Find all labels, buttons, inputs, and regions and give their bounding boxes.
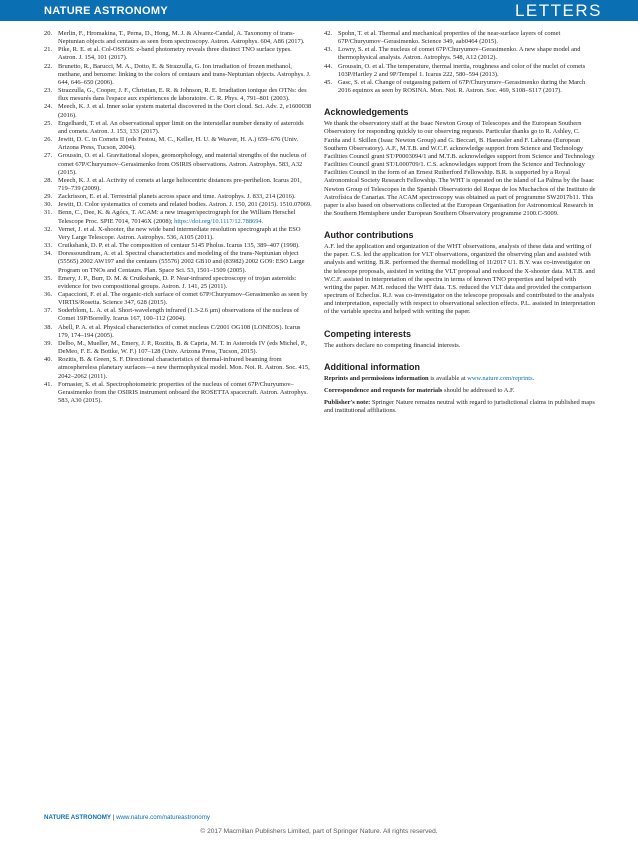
reference-text: Meech, K. J. et al. Inner solar system material discovered in the Oort cloud. Sci. Adv. 2, e1600038 (2016). [58, 103, 312, 119]
reference-text: Pike, R. E. et al. Col-OSSOS: z-band photometry reveals three distinct TNO surface types. Astron. J. 154, 101 (2017). [58, 46, 292, 62]
correspondence-text: should be addressed to A.F. [442, 386, 515, 394]
reference-number: 39. [44, 339, 53, 347]
reference-text: Cruikshank, D. P. et al. The composition of centaur 5145 Pholus. Icarus 135, 389–407 (1998). [58, 242, 300, 250]
copyright-notice: © 2017 Macmillan Publishers Limited, part of Springer Nature. All rights reserved. [200, 828, 438, 835]
page-header [0, 0, 638, 21]
reference-text: Strazzulla, G., Cooper, J. F., Christian, E. R. & Johnson, R. E. Irradiation ionique des OTNs: des flux mesurés dans l'espace aux expériences de laboratoire. C. R. Phys. 4, 791–801 (2003). [58, 87, 307, 103]
reference-number: 40. [44, 356, 53, 364]
reference-number: 28. [44, 176, 53, 184]
author-contributions-text: A.F. led the application and organization of the WHT observations, analysis of these data and writing of the paper. C.S. led the application for VLT observations, organized the observing plan and assisted with analysis and writing. B.R. performed the thermal modelling of 1I/2017 U1. B.Y. was co-investigator on the telescope proposals, assisted in writing the VLT proposal and reduced the X-shooter data. M.T.B. and W.C.F. assisted in interpretation of the spectra in terms of known TNO properties and helped with writing the paper. M.H. reduced the WHT data. T.S. reduced the VLT data and provided the comparison spectrum of Echeclus. R.J. was co-investigator on the telescope proposals and contributed to the analysis and interpretation, especially with respect to observational selection effects. P.L. assisted in interpretation of the variable spectra and helped with writing the paper. [324, 243, 596, 316]
footer-separator: | [111, 814, 117, 821]
reference-number: 26. [44, 136, 53, 144]
reference-number: 23. [44, 87, 53, 95]
reference-number: 33. [44, 242, 53, 250]
reference-item [44, 226, 312, 242]
publisher-note-text: Springer Nature remains neutral with regard to jurisdictional claims in published maps and institutional affiliations. [324, 399, 595, 415]
reference-text: Groussin, O. et al. Gravitational slopes, geomorphology, and material strengths of the nucleus of comet 67P/Churyumov–Gerasimenko from OSIRIS observations. Astron. Astrophys. 583, A32 (2015). [58, 152, 307, 176]
reference-text: Doressoundiram, A. et al. Spectral characteristics and modeling of the trans-Neptunian object (55565) 2002 AW197 and the centaurs (55576) 2002 GB10 and (83982) 2002 GO9: ESO Large Program on TNOs and Centaurs. Plan. Space Sci. 53, 1501–1509 (2005). [58, 250, 305, 274]
reference-text: Jewitt, D. C. in Comets II (eds Festou, M. C., Keller, H. U. & Weaver, H. A.) 659–676 (Univ. Arizona Press, Tucson, 2004). [58, 136, 299, 152]
right-column [324, 30, 596, 419]
reference-text: Soderblom, L. A. et al. Short-wavelength infrared (1.3-2.6 μm) observations of the nucleus of Comet 19P/Borrelly. Icarus 167, 100–112 (2004). [58, 307, 300, 323]
reference-item [44, 87, 312, 103]
reference-item [44, 152, 312, 176]
acknowledgements-text: We thank the observatory staff at the Isaac Newton Group of Telescopes and the European Southern Observatory for responding quickly to our observing requests. Particular thanks go to R. Ashley, C. Fariña and I. Skillen (Isaac Newton Group) and G. Beccari, B. Haeussler and F. Labrana (European Southern Observatory). A.F., M.T.B. and W.C.F. acknowledge support from Science and Technology Facilities Council grant ST/P0003094/1 and M.T.B. acknowledges support from Science and Technology Facilities Council grant ST/L000709/1. C.S. acknowledges support from the Science and Technology Facilities Council in the form of an Ernest Rutherford Fellowship. B.R. is supported by a Royal Astronomical Society Research Fellowship. The WHT is operated on the island of La Palma by the Isaac Newton Group of Telescopes in the Spanish Observatorio del Roque de los Muchachos of the Instituto de Astrofísica de Canarias. The ACAM spectroscopy was obtained as part of programme SW2017b11. This paper is also based on observations collected at the European Organisation for Astronomical Research in the Southern Hemisphere under European Southern Observatory programme 2100.C-5009. [324, 120, 596, 217]
publisher-note-label: Publisher's note: [324, 399, 371, 406]
reference-number: 36. [44, 291, 53, 298]
reference-item [44, 30, 312, 46]
reference-number: 41. [44, 380, 53, 388]
section-label: LETTERS [514, 0, 602, 20]
reference-number: 43. [324, 46, 333, 54]
additional-information-section [324, 362, 596, 416]
reference-text: Capaccioni, F. et al. The organic-rich surface of comet 67P/Churyumov–Gerasimenko as seen by VIRTIS/Rosetta. Science 347, 628 (2015). [58, 291, 308, 307]
reference-item [44, 381, 312, 405]
competing-interests-heading: Competing interests [324, 328, 412, 339]
reference-number: 42. [324, 30, 333, 37]
reference-item [44, 46, 312, 62]
acknowledgements-heading: Acknowledgements [324, 107, 409, 118]
reference-item [324, 46, 596, 62]
reference-number: 25. [44, 119, 53, 127]
reference-item [44, 242, 312, 250]
acknowledgements-section [324, 107, 596, 218]
reference-text: Groussin, O. et al. The temperature, thermal inertia, roughness and color of the nuclei of comets 103P/Hartley 2 and 9P/Tempel 1. Icarus 222, 580–594 (2013). [338, 62, 586, 78]
reference-text: Lowry, S. et al. The nucleus of comet 67P/Churyumov–Gerasimenko. A new shape model and thermophysical analysis. Astron. Astrophys. 548, A12 (2012). [338, 46, 581, 62]
reference-number: 30. [44, 201, 53, 209]
reference-item [324, 30, 596, 46]
reference-item [44, 120, 312, 136]
reference-text: Rozitis, B. & Green, S. F. Directional characteristics of thermal-infrared beaming from atmosphereless planetary surfaces—a new thermophysical model. Mon. Not. R. Astron. Soc. 415, 2042–2062 (2011). [58, 356, 310, 380]
correspondence-label: Correspondence and requests for materials [324, 386, 443, 394]
reference-number: 20. [44, 30, 53, 37]
reference-number: 32. [44, 225, 53, 233]
reference-number: 31. [44, 209, 53, 217]
reprints-end: . [532, 374, 535, 382]
reference-item [44, 356, 312, 380]
reference-number: 34. [44, 250, 53, 258]
reference-text: Emery, J. P., Burr, D. M. & Cruikshank, D. P. Near-infrared spectroscopy of trojan asteroids: evidence for two compositional groups. Astron. J. 141, 25 (2011). [58, 274, 297, 290]
reference-number: 24. [44, 103, 53, 111]
reprints-text: is available at [428, 374, 468, 382]
publisher-note [324, 399, 596, 415]
reference-text: Fornasier, S. et al. Spectrophotometric properties of the nucleus of comet 67P/Churyumov–Gerasimenko from the OSIRIS instrument onboard the ROSETTA spacecraft. Astron. Astrophys. 583, A30 (2015). [58, 380, 308, 405]
reference-item [44, 209, 312, 225]
correspondence-info [324, 387, 596, 395]
reference-text: Vernet, J. et al. X-shooter, the new wide band intermediate resolution spectrograph at the ESO Very Large Telescope. Astron. Astrophys. 536, A105 (2011). [58, 225, 301, 241]
reference-text: Zackrisson, E. et al. Terrestrial planets across space and time. Astrophys. J. 833, 214 (2016). [58, 193, 296, 201]
reference-text: Abell, P. A. et al. Physical characteristics of comet nucleus C/2001 OG108 (LONEOS). Icarus 179, 174–194 (2005). [58, 323, 301, 339]
reference-number: 37. [44, 307, 53, 315]
footer-journal [44, 814, 210, 821]
reference-text: Delbo, M., Mueller, M., Emery, J. P., Rozitis, B. & Capria, M. T. in Asteroids IV (eds Michel, P., DeMeo, F. E. & Bottke, W. F.) 107–128 (Univ. Arizona Press, Tucson, 2015). [58, 339, 307, 356]
reference-item [324, 79, 596, 95]
reference-item [44, 136, 312, 152]
reference-item [44, 275, 312, 291]
reference-item [44, 103, 312, 119]
reference-item [44, 63, 312, 87]
additional-information-heading: Additional information [324, 361, 420, 372]
footer-journal-url[interactable]: www.nature.com/natureastronomy [116, 814, 210, 821]
reference-text: Jewitt, D. Color systematics of comets and related bodies. Astron. J. 150, 201 (2015). 1510.07069. [58, 201, 312, 209]
author-contributions-section [324, 230, 596, 316]
reference-item [44, 340, 312, 356]
reference-item [44, 250, 312, 274]
reference-number: 22. [44, 62, 53, 70]
reference-text [58, 209, 312, 225]
reference-item [44, 201, 312, 209]
author-contributions-heading: Author contributions [324, 230, 414, 241]
competing-interests-section [324, 329, 596, 350]
reprints-link[interactable]: www.nature.com/reprints [467, 374, 533, 382]
reference-text: Spohn, T. et al. Thermal and mechanical properties of the near-surface layers of comet 67P/Churyumov–Gerasimenko. Science 349, aab0464 (2015). [338, 30, 561, 46]
reference-text: Brunetto, R., Barucci, M. A., Dotto, E. & Strazzulla, G. Ion irradiation of frozen methanol, methane, and benzene: linking to the colors of centaurs and trans-Neptunian objects. Astrophys. J. 644, 646–650 (2006). [58, 62, 311, 86]
reference-body: Benn, C., Dee, K. & Agócs, T. ACAM: a new imager/spectrograph for the William Herschel Telescope Proc. SPIE 7014, 70146X (2008); [58, 209, 296, 225]
reference-number: 45. [324, 78, 333, 86]
reference-number: 35. [44, 274, 53, 282]
reprints-label: Reprints and permissions information [324, 374, 429, 382]
reference-text: Merlin, F., Hromakina, T., Perna, D., Hong, M. J. & Alvarez-Candal, A. Taxonomy of trans-Neptunian objects and centaurs as seen from spectroscopy. Astron. Astrophys. 604, A86 (2017). [58, 30, 305, 46]
reference-text: Engelhardt, T. et al. An observational upper limit on the interstellar number density of asteroids and comets. Astron. J. 153, 133 (2017). [58, 119, 304, 135]
journal-name: NATURE ASTRONOMY [44, 4, 168, 17]
reference-text: Gasc, S. et al. Change of outgassing pattern of 67P/Churyumov–Gerasimenko during the March 2016 equinox as seen by ROSINA. Mon. Not. R. Astron. Soc. 469, S108–S117 (2017). [338, 78, 586, 95]
footer-journal-name: NATURE ASTRONOMY [44, 814, 112, 821]
reference-text: Meech, K. J. et al. Activity of comets at large heliocentric distances pre-perihelion. Icarus 201, 719–739 (2009). [58, 176, 302, 192]
reference-item [44, 177, 312, 193]
reference-item [44, 291, 312, 307]
reference-number: 38. [44, 323, 53, 331]
reference-item [44, 307, 312, 323]
doi-link[interactable]: https://doi.org/10.1117/12.788694. [174, 217, 264, 225]
reference-item [44, 193, 312, 201]
reprints-info [324, 375, 596, 383]
reference-number: 44. [324, 62, 333, 70]
reference-item [324, 63, 596, 79]
reference-number: 27. [44, 152, 53, 160]
reference-number: 29. [44, 193, 53, 201]
competing-interests-text: The authors declare no competing financial interests. [324, 341, 461, 349]
references-left-column [44, 30, 312, 405]
reference-item [44, 324, 312, 340]
reference-number: 21. [44, 46, 53, 54]
